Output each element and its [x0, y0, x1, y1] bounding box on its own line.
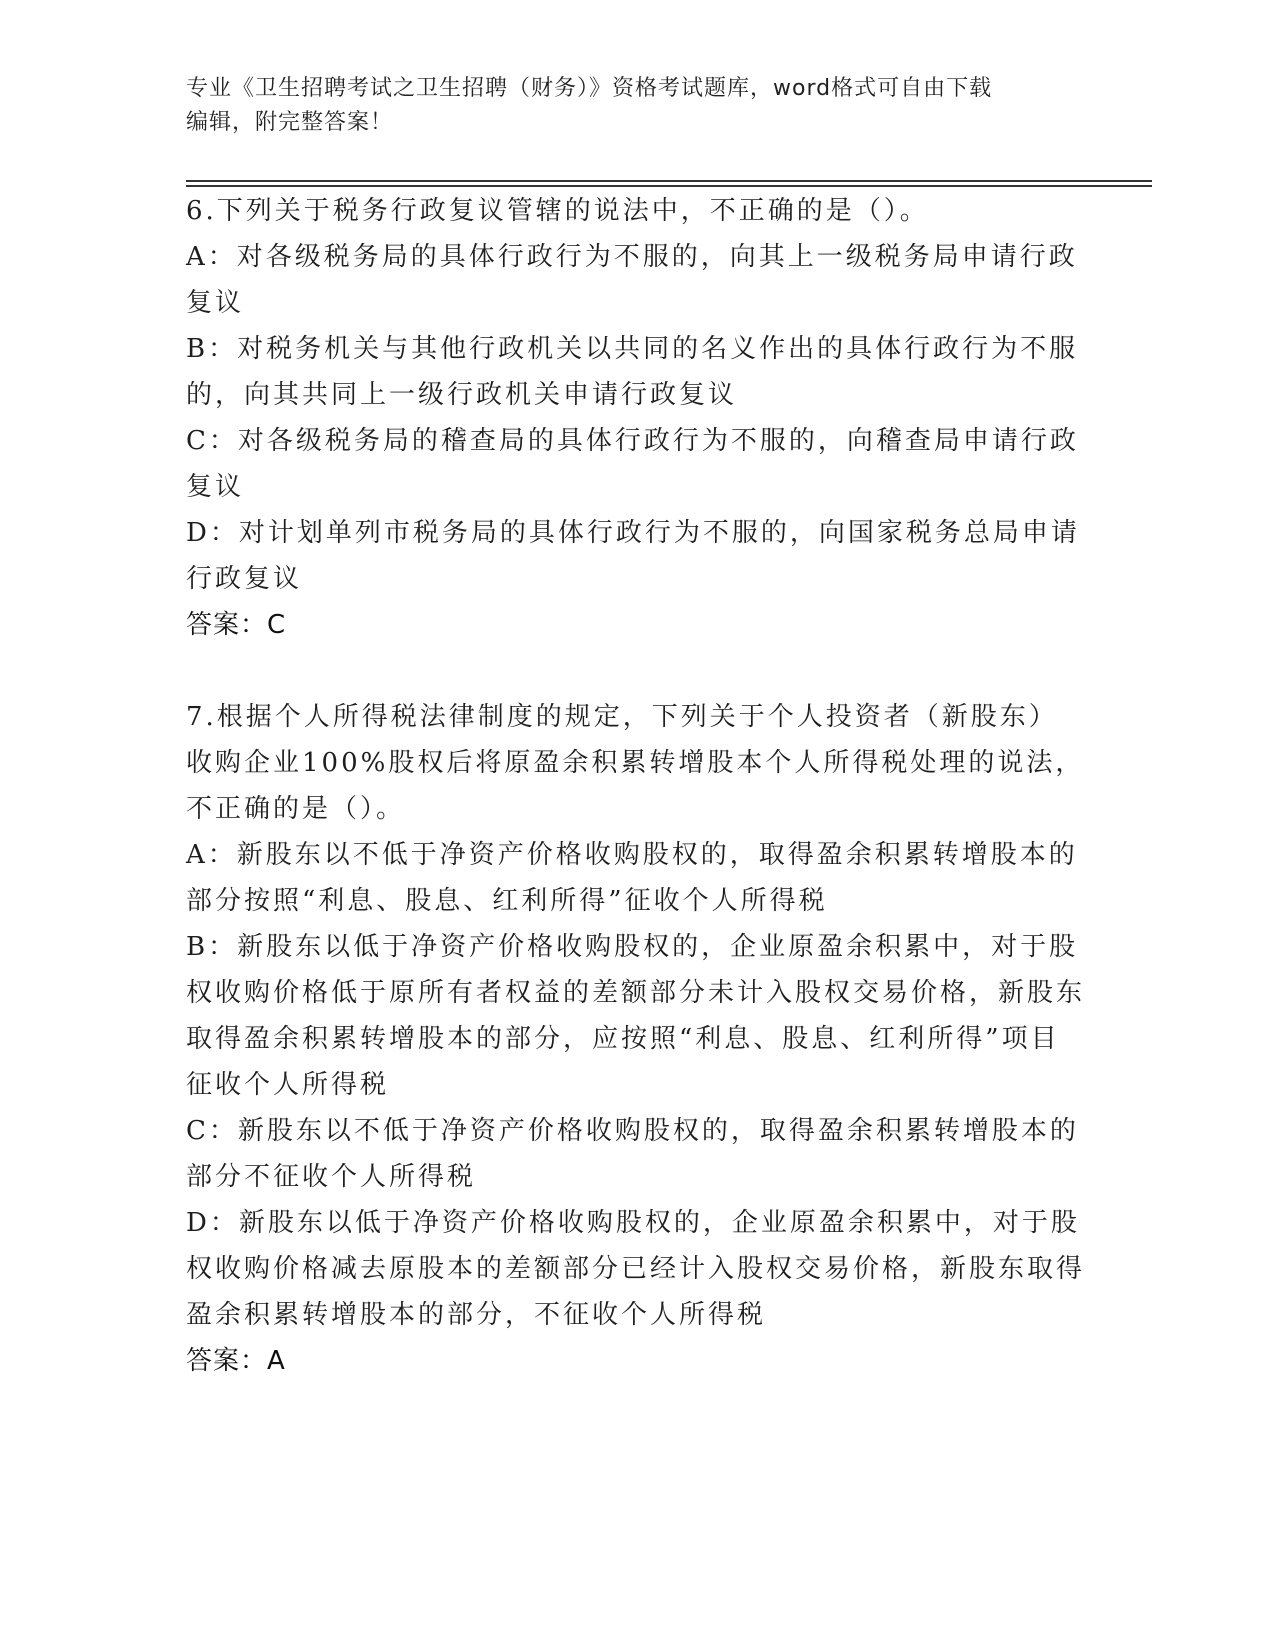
answer-line: 答案：A	[186, 1346, 286, 1376]
header-divider-top	[186, 180, 1152, 182]
document-header	[186, 72, 1066, 140]
answer-line: 答案：C	[186, 610, 287, 640]
question-7	[186, 694, 1086, 1384]
option-a: A：新股东以不低于净资产价格收购股权的，取得盈余积累转增股本的部分按照“利息、股息、红利所得”征收个人所得税	[186, 840, 1078, 916]
option-b: B：对税务机关与其他行政机关以共同的名义作出的具体行政行为不服的，向其共同上一级行政机关申请行政复议	[186, 334, 1079, 410]
header-line-2: 编辑，附完整答案！	[186, 110, 394, 135]
option-d: D：对计划单列市税务局的具体行政行为不服的，向国家税务总局申请行政复议	[186, 518, 1080, 594]
option-c: C：新股东以不低于净资产价格收购股权的，取得盈余积累转增股本的部分不征收个人所得税	[186, 1116, 1079, 1192]
header-line-1: 专业《卫生招聘考试之卫生招聘（财务）》资格考试题库，word格式可自由下载	[186, 76, 993, 101]
question-6	[186, 188, 1086, 648]
option-a: A：对各级税务局的具体行政行为不服的，向其上一级税务局申请行政复议	[186, 242, 1078, 318]
option-c: C：对各级税务局的稽查局的具体行政行为不服的，向稽查局申请行政复议	[186, 426, 1079, 502]
question-stem: 6.下列关于税务行政复议管辖的说法中，不正确的是（）。	[186, 196, 929, 226]
option-b: B：新股东以低于净资产价格收购股权的，企业原盈余积累中，对于股权收购价格低于原所有者权益的差额部分未计入股权交易价格，新股东取得盈余积累转增股本的部分，应按照“利息、股息、红利所得”项目征收个人所得税	[186, 932, 1086, 1100]
option-d: D：新股东以低于净资产价格收购股权的，企业原盈余积累中，对于股权收购价格减去原股本的差额部分已经计入股权交易价格，新股东取得盈余积累转增股本的部分，不征收个人所得税	[186, 1208, 1086, 1330]
question-spacer	[186, 648, 1086, 694]
question-stem: 7.根据个人所得税法律制度的规定，下列关于个人投资者（新股东）收购企业100%股权后将原盈余积累转增股本个人所得税处理的说法，不正确的是（）。	[186, 702, 1085, 824]
header-divider-bottom	[186, 185, 1152, 187]
question-list	[186, 188, 1086, 1384]
